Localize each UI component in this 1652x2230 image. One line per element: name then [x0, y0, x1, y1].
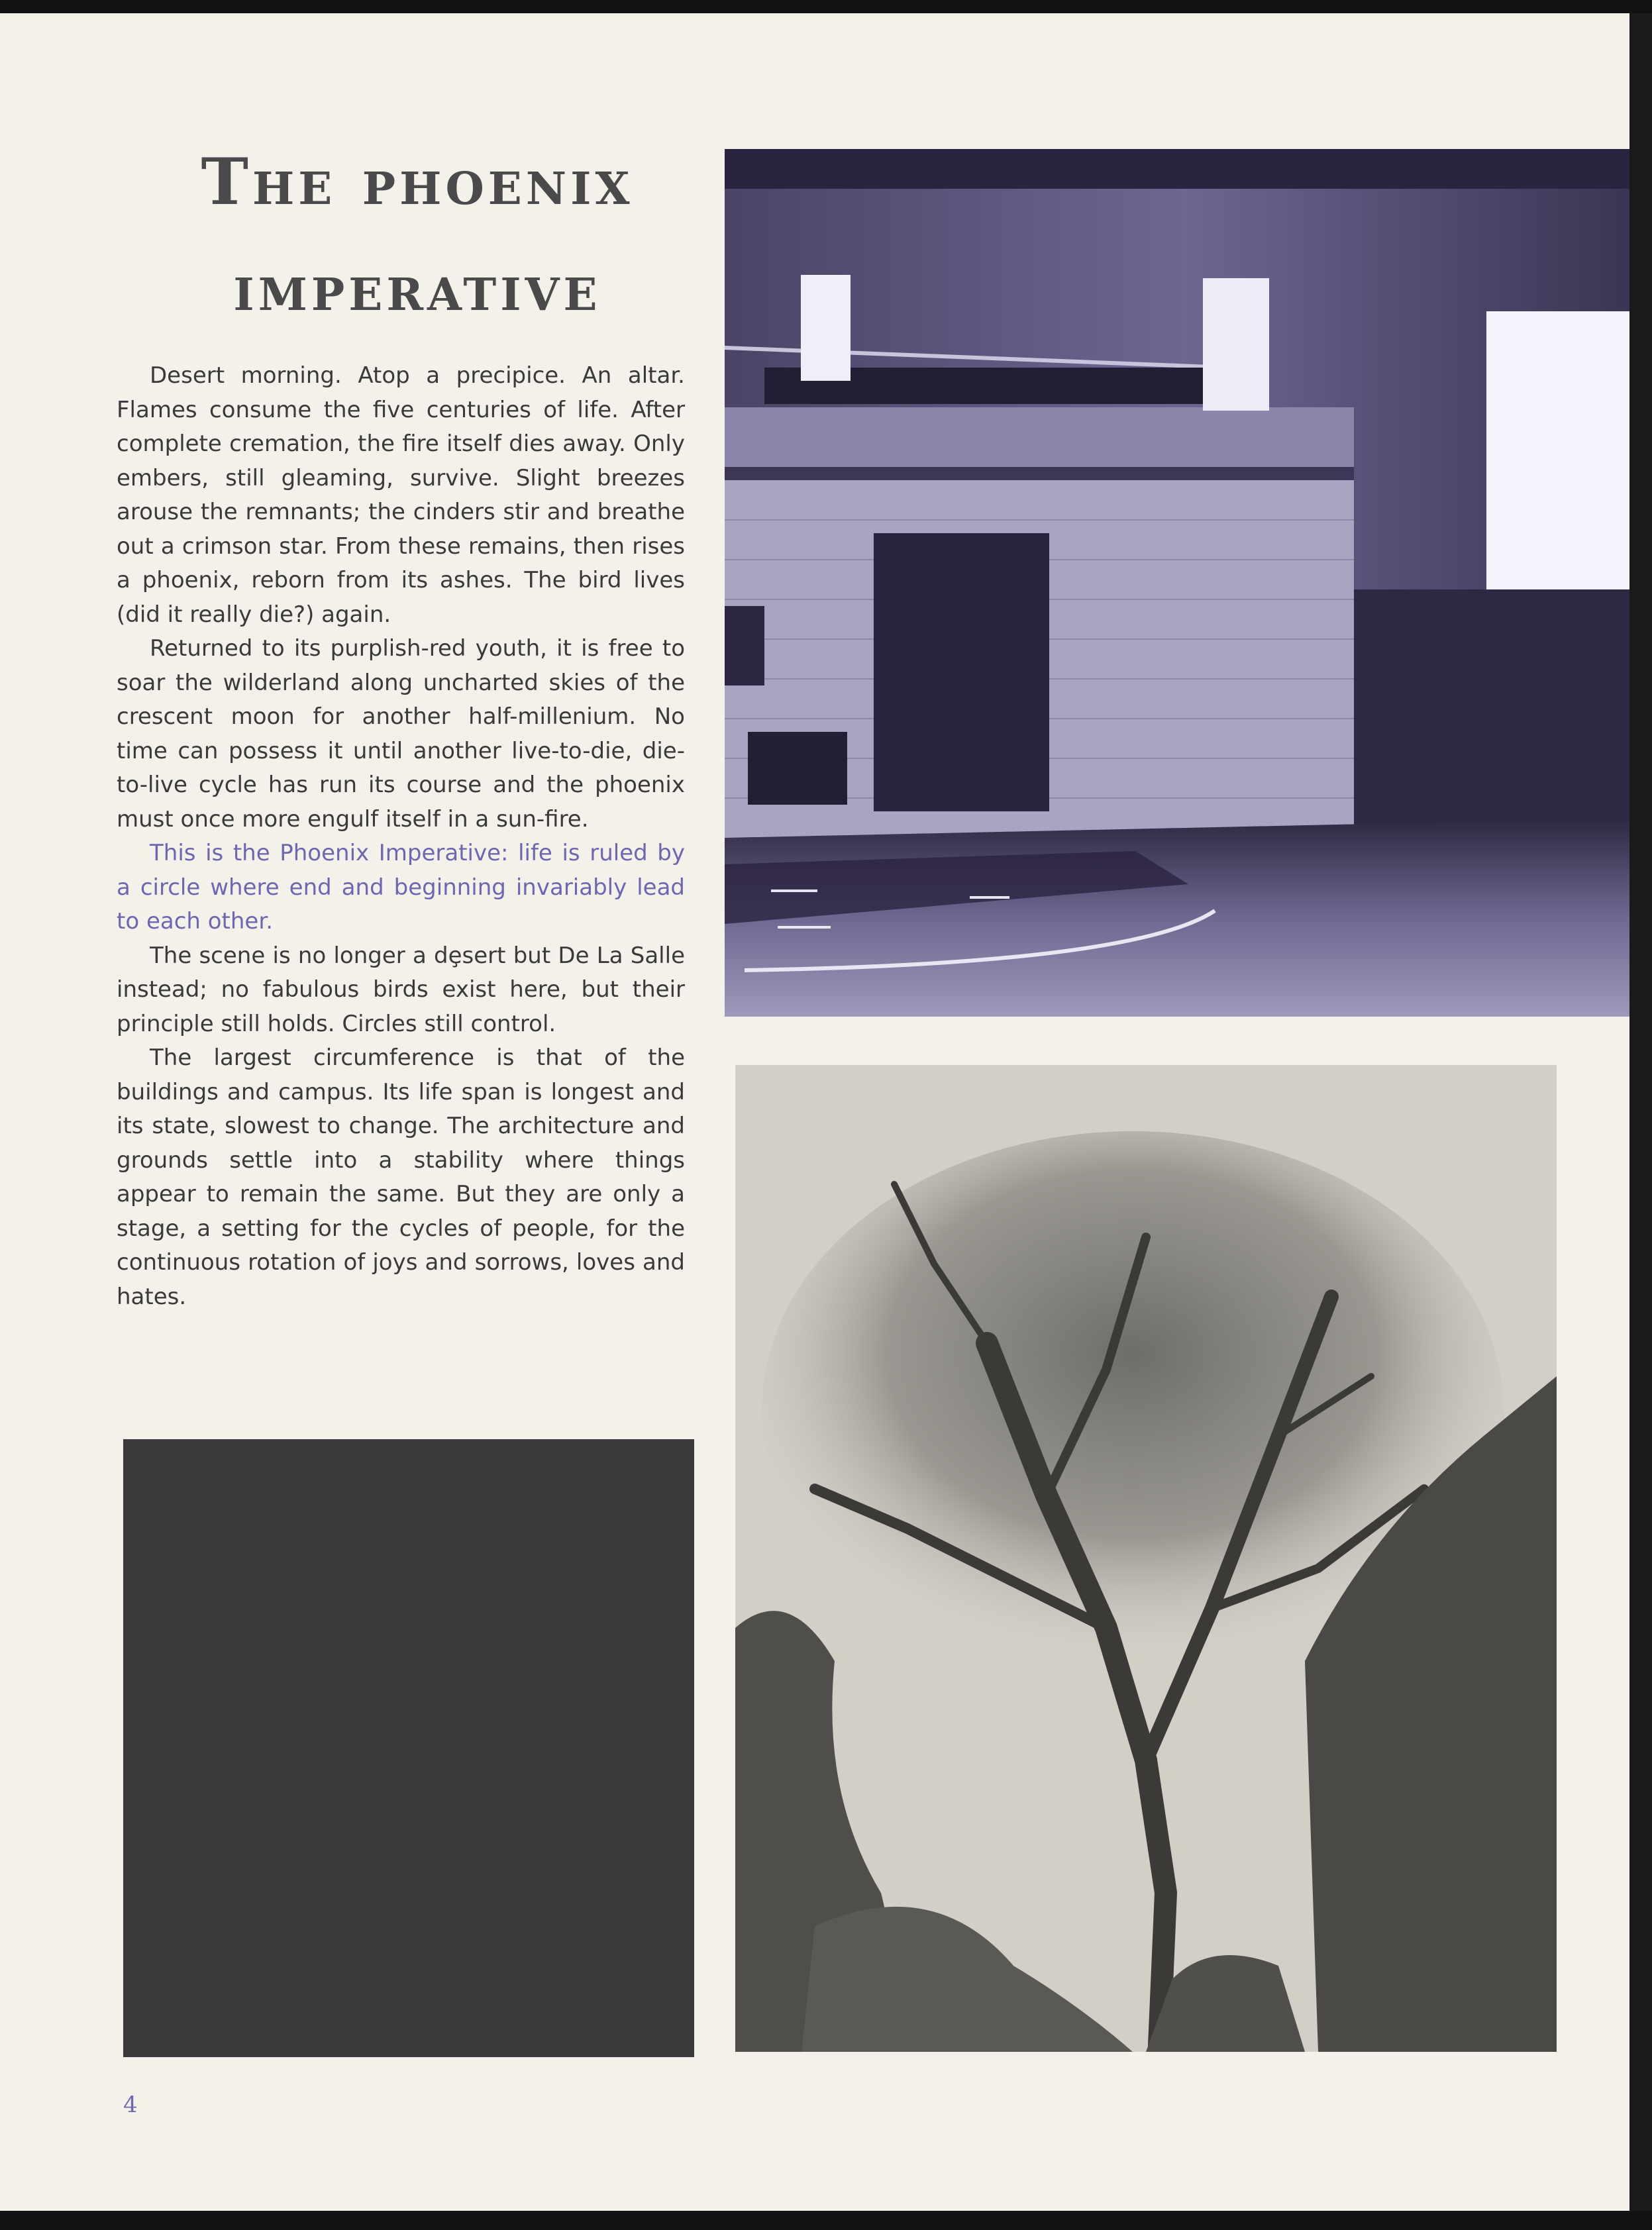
paragraph-largest-circumference: The largest circumference is that of the buildings and campus. Its life span is longest and its state, slowest to change. The architecture and grounds settle into a stability where things appear to remain the same. But they are only a stage, a setting for the cycles of people, for the continuous rotation of joys and sorrows, loves and hates. — [117, 1044, 685, 1310]
title-line-2: imperative — [233, 250, 601, 325]
paragraph-phoenix-imperative: This is the Phoenix Imperative: life is ruled by a circle where end and beginning invariably lead to each other. — [117, 840, 685, 935]
paragraph-returned: Returned to its purplish-red youth, it is free to soar the wilderland along uncharted skies of the crescent moon for another half-millenium. No time can possess it until another live-to-die, die-to-live cycle has run its course and the phoenix must once more engulf itself in a sun-fire. — [117, 635, 685, 833]
paragraph-de-la-salle: The scene is no longer a dȩsert but De La Salle instead; no fabulous birds exist here, but their principle still holds. Circles still control. — [117, 942, 685, 1037]
article-body — [117, 359, 685, 1314]
dark-photo-panel — [123, 1439, 694, 2057]
page-number: 4 — [123, 2092, 138, 2118]
page-title — [113, 129, 722, 341]
yearbook-page — [0, 13, 1629, 2211]
title-line-1: The phoenix — [201, 144, 634, 219]
gymnasium-photo — [725, 149, 1629, 1017]
tree-photo — [735, 1065, 1557, 2052]
paragraph-desert-morning: Desert morning. Atop a precipice. An altar. Flames consume the five centuries of life. After complete cremation, the fire itself dies away. Only embers, still gleaming, survive. Slight breezes arouse the remnants; the cinders stir and breathe out a crimson star. From these remains, then rises a phoenix, reborn from its ashes. The bird lives (did it really die?) again. — [117, 362, 685, 628]
scan-edge — [1629, 13, 1652, 2211]
